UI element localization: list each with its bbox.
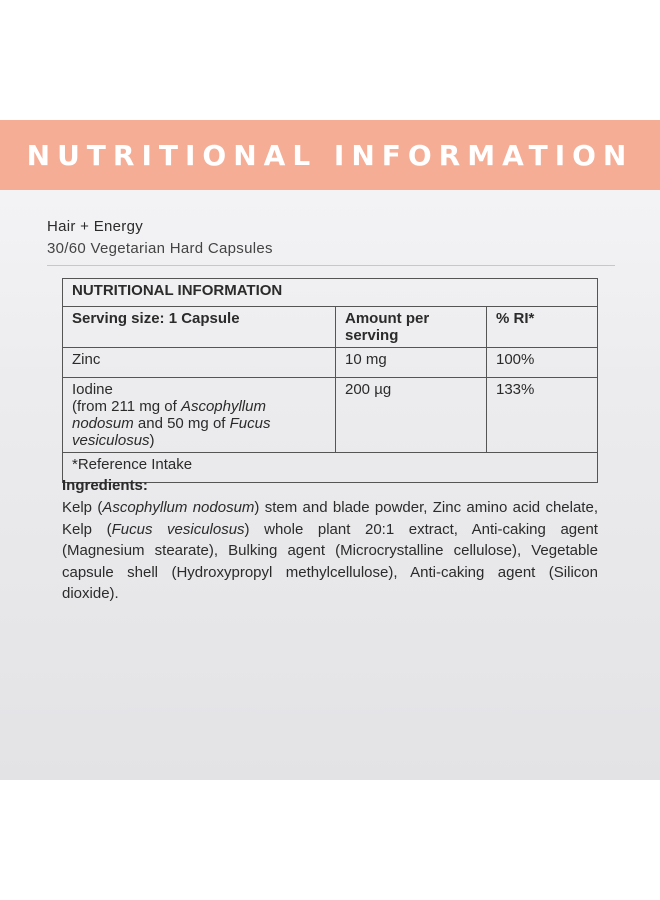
divider — [47, 265, 615, 266]
ingredients-text-part: Kelp ( — [62, 499, 103, 516]
nutrient-ri: 100% — [487, 348, 598, 378]
nutrient-amount: 200 µg — [336, 378, 487, 453]
column-header-serving: Serving size: 1 Capsule — [63, 307, 336, 348]
source-species: Fucus vesiculosus — [72, 415, 271, 449]
source-prefix: (from 211 mg of — [72, 398, 181, 415]
column-header-amount: Amount per serving — [336, 307, 487, 348]
nutrition-panel — [0, 120, 660, 780]
source-suffix: ) — [149, 432, 155, 449]
ingredients-species: Ascophyllum nodosum — [102, 499, 255, 516]
source-species: Ascophyllum nodosum — [72, 398, 266, 432]
ingredients-title: Ingredients: — [62, 477, 148, 494]
nutrition-table — [62, 278, 598, 483]
table-header-row — [63, 307, 598, 348]
table-row — [63, 348, 598, 378]
title-banner — [0, 120, 660, 190]
column-header-ri: % RI* — [487, 307, 598, 348]
nutrient-ri: 133% — [487, 378, 598, 453]
table-heading-row — [63, 279, 598, 307]
nutrient-cell — [63, 378, 336, 453]
ingredients-species: Fucus vesiculosus — [111, 520, 245, 538]
table-footnote: *Reference Intake — [63, 453, 598, 483]
product-subtitle: 30/60 Vegetarian Hard Capsules — [47, 240, 273, 257]
source-mid: and 50 mg of — [133, 415, 230, 432]
ingredients-text-part: ) stem and blade powder, Zinc amino acid chelate, Kelp ( — [62, 499, 598, 538]
ingredients-section — [62, 477, 598, 605]
nutrient-name: Zinc — [63, 348, 336, 378]
nutrient-name: Iodine — [72, 381, 113, 398]
table-heading: NUTRITIONAL INFORMATION — [63, 279, 598, 307]
banner-title: NUTRITIONAL INFORMATION — [26, 138, 634, 172]
ingredients-text — [62, 497, 598, 605]
nutrient-amount: 10 mg — [336, 348, 487, 378]
table-row — [63, 378, 598, 453]
product-name: Hair + Energy — [47, 218, 144, 235]
nutrient-source — [72, 398, 326, 449]
ingredients-text-part: ) whole plant 20:1 extract, Anti-caking agent (Magnesium stearate), Bulking agent (Microcrystalline cellulose), Vegetable capsule shell (Hydroxypropyl methylcellulose), Anti-caking agent (Silicon dioxide). — [62, 520, 598, 602]
